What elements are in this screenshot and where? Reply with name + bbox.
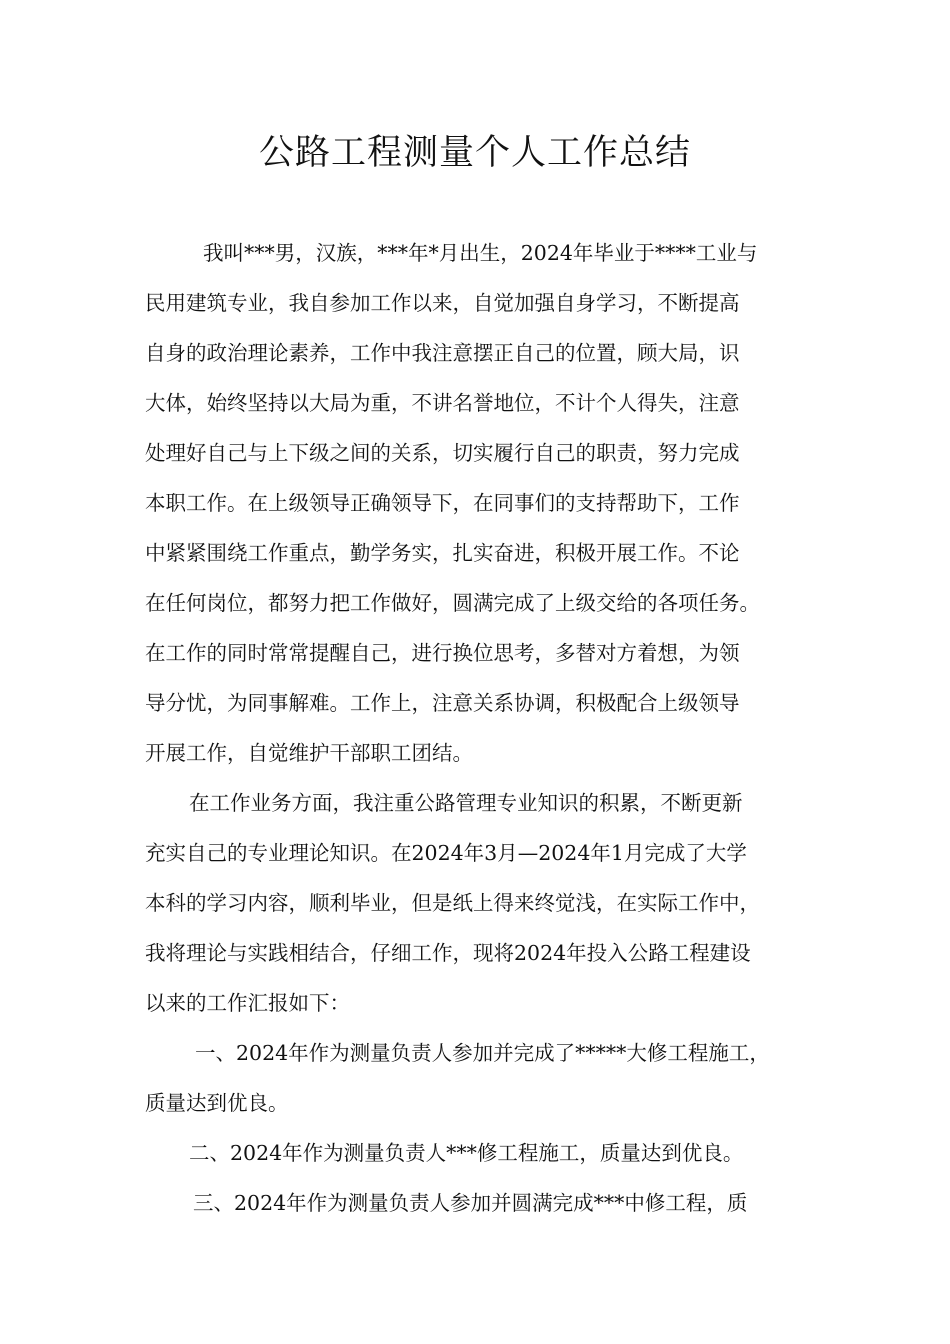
- text-line: 质量达到优良。: [145, 1091, 289, 1115]
- text-line: 开展工作，自觉维护干部职工团结。: [145, 741, 473, 765]
- text-line: 中紧紧围绕工作重点，勤学务实，扎实奋进，积极开展工作。不论: [145, 541, 740, 565]
- text-line: 一、2024年作为测量负责人参加并完成了*****大修工程施工，: [195, 1041, 770, 1065]
- text-line: 三、2024年作为测量负责人参加并圆满完成***中修工程，质: [193, 1191, 748, 1215]
- text-line: 本科的学习内容，顺利毕业，但是纸上得来终觉浅，在实际工作中，: [145, 891, 760, 915]
- text-line: 处理好自己与上下级之间的关系，切实履行自己的职责，努力完成: [145, 441, 740, 465]
- text-line: 在工作的同时常常提醒自己，进行换位思考，多替对方着想，为领: [145, 641, 740, 665]
- text-line: 本职工作。在上级领导正确领导下，在同事们的支持帮助下，工作: [145, 491, 740, 515]
- text-line: 在任何岗位，都努力把工作做好，圆满完成了上级交给的各项任务。: [145, 591, 760, 615]
- text-line: 充实自己的专业理论知识。在2024年3月—2024年1月完成了大学: [145, 841, 747, 865]
- text-line: 以来的工作汇报如下：: [145, 991, 350, 1015]
- text-line: 自身的政治理论素养，工作中我注意摆正自己的位置，顾大局，识: [145, 341, 740, 365]
- document-body: [145, 228, 825, 1228]
- text-line: 二、2024年作为测量负责人***修工程施工，质量达到优良。: [189, 1141, 744, 1165]
- document-title: 公路工程测量个人工作总结: [258, 133, 691, 173]
- text-line: 我叫***男，汉族，***年*月出生，2024年毕业于****工业与: [203, 241, 758, 265]
- text-line: 在工作业务方面，我注重公路管理专业知识的积累，不断更新: [189, 791, 743, 815]
- text-line: 民用建筑专业，我自参加工作以来，自觉加强自身学习，不断提高: [145, 291, 740, 315]
- text-line: 大体，始终坚持以大局为重，不讲名誉地位，不计个人得失，注意: [145, 391, 740, 415]
- text-line: 我将理论与实践相结合，仔细工作，现将2024年投入公路工程建设: [145, 941, 751, 965]
- text-line: 导分忧，为同事解难。工作上，注意关系协调，积极配合上级领导: [145, 691, 740, 715]
